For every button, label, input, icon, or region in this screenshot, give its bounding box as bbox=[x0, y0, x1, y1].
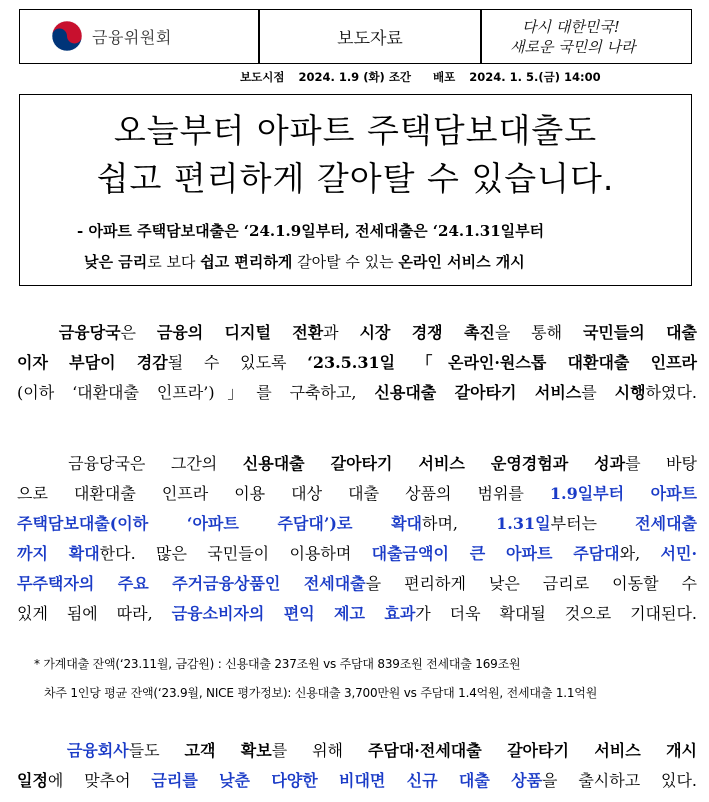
headline-line2: 쉽고 편리하게 갈아탈 수 있습니다. bbox=[96, 159, 615, 198]
taegeuk-logo-icon bbox=[50, 19, 84, 53]
slogan-line1: 다시 대한민국! bbox=[521, 18, 620, 36]
paragraph-line: 무주택자의 주요 주거금융상품인 전세대출을 편리하게 낮은 금리로 이동할 수 bbox=[17, 574, 697, 593]
subheadline-line2: 낮은 금리로 보다 쉽고 편리하게 갈아탈 수 있는 온라인 서비스 개시 bbox=[84, 253, 525, 271]
paragraph-line: 금융당국은 그간의 신용대출 갈아타기 서비스 운영경험과 성과를 바탕 bbox=[68, 454, 697, 473]
paragraph-line: 있게 됨에 따라, 금융소비자의 편익 제고 효과가 더욱 확대될 것으로 기대된다. bbox=[17, 604, 697, 623]
body-paragraph-1 bbox=[17, 318, 697, 408]
agency-logo bbox=[50, 10, 255, 62]
slogan-line2: 새로운 국민의 나라 bbox=[509, 38, 635, 56]
body-paragraph-2 bbox=[17, 449, 697, 629]
header-box bbox=[19, 9, 692, 64]
paragraph-line: 으로 대환대출 인프라 이용 대상 대출 상품의 범위를 1.9일부터 아파트 bbox=[17, 484, 697, 503]
paragraph-line: 금융회사들도 고객 확보를 위해 주담대·전세대출 갈아타기 서비스 개시 bbox=[66, 741, 698, 760]
agency-name: 금융위원회 bbox=[92, 27, 172, 47]
headline-line1: 오늘부터 아파트 주택담보대출도 bbox=[113, 111, 598, 150]
paragraph-line: 까지 확대한다. 많은 국민들이 이용하며 대출금액이 큰 아파트 주담대와, 서민· bbox=[17, 544, 698, 563]
footnote-2: 차주 1인당 평균 잔액(‘23.9월, NICE 평가정보): 신용대출 3,700만원 vs 주담대 1.4억원, 전세대출 1.1억원 bbox=[44, 686, 598, 700]
release-info bbox=[240, 69, 695, 89]
embargo-value: 2024. 1.9 (화) 조간 bbox=[298, 70, 412, 84]
paragraph-line: 이자 부담이 경감될 수 있도록 ‘23.5.31일 「온라인·원스톱 대환대출 인프라 bbox=[17, 353, 697, 372]
paragraph-line: 금융당국은 금융의 디지털 전환과 시장 경쟁 촉진을 통해 국민들의 대출 bbox=[58, 323, 698, 342]
subheadline-line1: - 아파트 주택담보대출은 ‘24.1.9일부터, 전세대출은 ‘24.1.31일부터 bbox=[77, 222, 545, 240]
paragraph-line: 주택담보대출(이하 ‘아파트 주담대’)로 확대하며, 1.31일부터는 전세대출 bbox=[17, 514, 697, 533]
footnote-1: * 가계대출 잔액(‘23.11월, 금감원) : 신용대출 237조원 vs 주담대 839조원 전세대출 169조원 bbox=[34, 657, 521, 671]
title-box bbox=[19, 94, 692, 286]
body-paragraph-3 bbox=[17, 736, 697, 796]
paragraph-line: (이하 ‘대환대출 인프라’)」를 구축하고, 신용대출 갈아타기 서비스를 시행하였다. bbox=[17, 383, 697, 402]
distribution-value: 2024. 1. 5.(금) 14:00 bbox=[469, 70, 601, 84]
slogan-handwritten bbox=[482, 10, 691, 62]
embargo-label: 보도시점 bbox=[240, 70, 285, 84]
doc-type: 보도자료 bbox=[337, 28, 403, 49]
paragraph-line: 일정에 맞추어 금리를 낮춘 다양한 비대면 신규 대출 상품을 출시하고 있다. bbox=[17, 771, 697, 790]
distribution-label: 배포 bbox=[433, 70, 456, 84]
